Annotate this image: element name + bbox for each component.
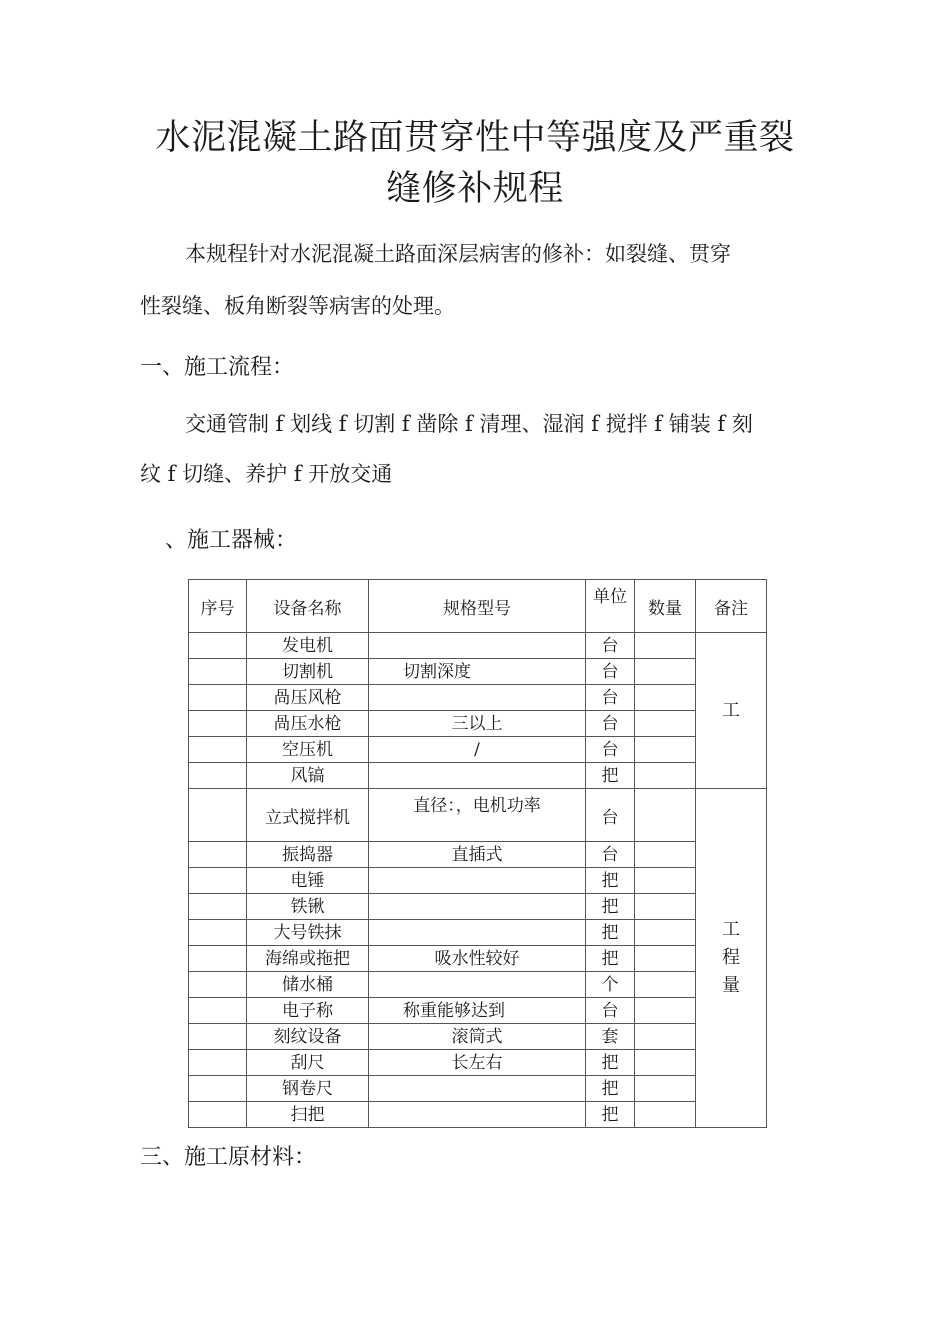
table-row <box>189 737 767 763</box>
cell-name: 扫把 <box>247 1102 369 1128</box>
document-title-line2: 缝修补规程 <box>386 169 564 209</box>
remark-group2 <box>696 789 767 1128</box>
table-row <box>189 633 767 659</box>
header-spec: 规格型号 <box>369 580 586 633</box>
table-row <box>189 1050 767 1076</box>
cell-name: 电子称 <box>247 998 369 1024</box>
table-row <box>189 659 767 685</box>
cell-unit: 台 <box>586 685 635 711</box>
table-row <box>189 998 767 1024</box>
table-row <box>189 763 767 789</box>
table-row <box>189 842 767 868</box>
cell-no <box>189 1102 247 1128</box>
cell-qty <box>635 1076 696 1102</box>
cell-qty <box>635 633 696 659</box>
cell-qty <box>635 842 696 868</box>
cell-no <box>189 842 247 868</box>
document-title-line1: 水泥混凝土路面贯穿性中等强度及严重裂 <box>155 118 795 158</box>
cell-no <box>189 972 247 998</box>
cell-name: 电锤 <box>247 868 369 894</box>
cell-qty <box>635 972 696 998</box>
section2-heading: 、施工器械： <box>165 528 298 553</box>
cell-unit: 台 <box>586 789 635 842</box>
cell-unit: 台 <box>586 737 635 763</box>
cell-unit: 把 <box>586 763 635 789</box>
cell-spec <box>369 868 586 894</box>
table-row <box>189 972 767 998</box>
cell-name: 大号铁抹 <box>247 920 369 946</box>
cell-spec <box>369 633 586 659</box>
intro-line2: 性裂缝、板角断裂等病害的处理。 <box>140 294 455 318</box>
table-row <box>189 789 767 842</box>
cell-unit: 台 <box>586 633 635 659</box>
remark-char: 量 <box>722 975 740 996</box>
cell-name: 空压机 <box>247 737 369 763</box>
cell-unit: 台 <box>586 842 635 868</box>
table-row <box>189 920 767 946</box>
cell-qty <box>635 894 696 920</box>
table-row <box>189 894 767 920</box>
cell-no <box>189 659 247 685</box>
cell-no <box>189 946 247 972</box>
cell-unit: 把 <box>586 1050 635 1076</box>
flow-line2: 纹 f 切缝、养护 f 开放交通 <box>140 462 393 486</box>
cell-no <box>189 920 247 946</box>
cell-spec <box>369 920 586 946</box>
cell-name: 风镐 <box>247 763 369 789</box>
cell-name: 铁锹 <box>247 894 369 920</box>
cell-name: 海绵或拖把 <box>247 946 369 972</box>
cell-name: 振捣器 <box>247 842 369 868</box>
cell-qty <box>635 1024 696 1050</box>
table-row <box>189 1024 767 1050</box>
cell-qty <box>635 998 696 1024</box>
cell-qty <box>635 685 696 711</box>
cell-spec: 切割深度 <box>369 659 586 685</box>
cell-no <box>189 1050 247 1076</box>
cell-spec: 长左右 <box>369 1050 586 1076</box>
cell-unit: 把 <box>586 894 635 920</box>
table-row <box>189 1076 767 1102</box>
cell-name: 咼压水枪 <box>247 711 369 737</box>
cell-no <box>189 763 247 789</box>
remark-char: 程 <box>722 947 740 968</box>
header-qty: 数量 <box>635 580 696 633</box>
cell-unit: 台 <box>586 711 635 737</box>
cell-no <box>189 1024 247 1050</box>
cell-unit: 台 <box>586 998 635 1024</box>
cell-no <box>189 894 247 920</box>
cell-name: 刻纹设备 <box>247 1024 369 1050</box>
cell-qty <box>635 946 696 972</box>
cell-spec <box>369 894 586 920</box>
cell-name: 钢卷尺 <box>247 1076 369 1102</box>
cell-name: 储水桶 <box>247 972 369 998</box>
table-row <box>189 1102 767 1128</box>
cell-no <box>189 711 247 737</box>
cell-no <box>189 789 247 842</box>
cell-unit: 个 <box>586 972 635 998</box>
cell-spec: 直径：，电机功率 <box>369 789 586 842</box>
cell-name: 立式搅拌机 <box>247 789 369 842</box>
remark-char: 工 <box>722 919 740 940</box>
table-row <box>189 946 767 972</box>
cell-qty <box>635 711 696 737</box>
cell-spec: 吸水性较好 <box>369 946 586 972</box>
cell-unit: 套 <box>586 1024 635 1050</box>
cell-qty <box>635 920 696 946</box>
cell-name: 刮尺 <box>247 1050 369 1076</box>
cell-unit: 把 <box>586 1102 635 1128</box>
section1-heading: 一、施工流程： <box>140 355 295 380</box>
cell-spec: 三以上 <box>369 711 586 737</box>
cell-qty <box>635 1050 696 1076</box>
cell-spec <box>369 763 586 789</box>
cell-unit: 把 <box>586 1076 635 1102</box>
table-row <box>189 711 767 737</box>
cell-spec: 称重能够达到 <box>369 998 586 1024</box>
cell-spec: 直插式 <box>369 842 586 868</box>
cell-unit: 把 <box>586 920 635 946</box>
intro-line1: 本规程针对水泥混凝土路面深层病害的修补：如裂缝、贯穿 <box>185 242 731 266</box>
cell-qty <box>635 737 696 763</box>
cell-spec <box>369 1102 586 1128</box>
cell-name: 发电机 <box>247 633 369 659</box>
flow-line1: 交通管制 f 划线 f 切割 f 凿除 f 清理、湿润 f 搅拌 f 铺装 f 刻 <box>185 412 753 436</box>
header-no: 序号 <box>189 580 247 633</box>
section3-heading: 三、施工原材料： <box>140 1145 317 1170</box>
cell-no <box>189 737 247 763</box>
cell-spec: 滚筒式 <box>369 1024 586 1050</box>
header-name: 设备名称 <box>247 580 369 633</box>
cell-name: 咼压风枪 <box>247 685 369 711</box>
table-header-row <box>189 580 767 633</box>
cell-name: 切割机 <box>247 659 369 685</box>
cell-unit: 台 <box>586 659 635 685</box>
cell-spec <box>369 1076 586 1102</box>
remark-group1: 工 <box>696 633 767 789</box>
cell-qty <box>635 868 696 894</box>
cell-unit: 把 <box>586 868 635 894</box>
cell-no <box>189 685 247 711</box>
cell-no <box>189 998 247 1024</box>
cell-no <box>189 1076 247 1102</box>
cell-no <box>189 633 247 659</box>
cell-qty <box>635 763 696 789</box>
cell-unit: 把 <box>586 946 635 972</box>
cell-spec <box>369 972 586 998</box>
cell-spec: / <box>369 737 586 763</box>
cell-no <box>189 868 247 894</box>
cell-qty <box>635 1102 696 1128</box>
table-row <box>189 685 767 711</box>
cell-qty <box>635 789 696 842</box>
header-unit: 单位 <box>586 580 635 633</box>
header-remark: 备注 <box>696 580 767 633</box>
cell-spec <box>369 685 586 711</box>
table-row <box>189 868 767 894</box>
equipment-table <box>188 579 767 1128</box>
cell-qty <box>635 659 696 685</box>
